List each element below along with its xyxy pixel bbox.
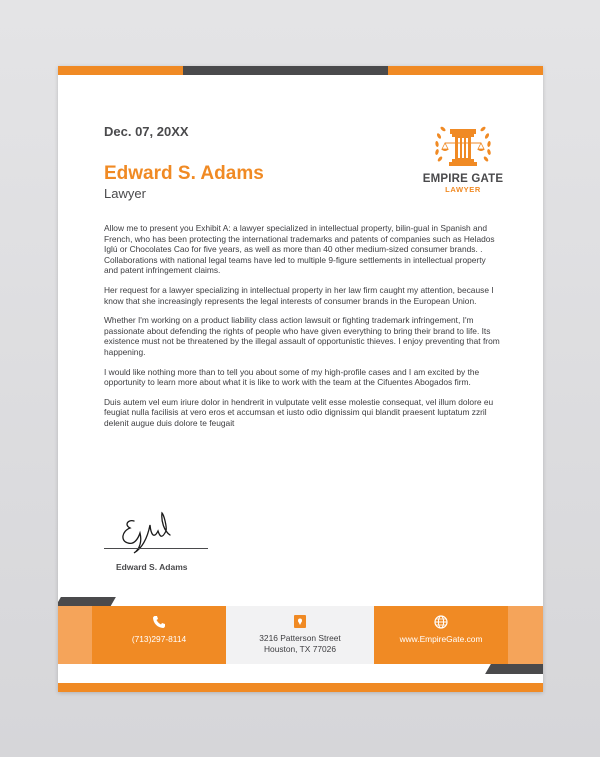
- letterhead-page: [58, 66, 543, 692]
- footer-website: www.EmpireGate.com: [399, 634, 483, 644]
- body-paragraph-4: I would like nothing more than to tell you about some of my high-profile cases and I am excited by the opportunity to learn more about what it is like to work with the team at the Cifuentes Abogados firm.: [104, 366, 480, 388]
- company-logo: [413, 121, 513, 211]
- logo-company-name: EMPIRE GATE: [422, 173, 504, 185]
- signature-line: [104, 548, 208, 549]
- footer-side-block-right: [508, 606, 543, 664]
- pillar-scales-laurel-icon: [428, 121, 498, 171]
- globe-icon: [374, 615, 508, 629]
- body-paragraph-3: Whether I'm working on a product liability class action lawsuit or fighting trademark infringement, I'm passionate about defending the rights of people who have given everything to bring their brand to life. Its existence must not be threatened by the illegal assault of opportunistic thieves. I enjoy preventing that from happening.: [104, 315, 500, 357]
- sender-role: Lawyer: [104, 186, 146, 201]
- phone-icon: [92, 615, 226, 629]
- sender-name: Edward S. Adams: [104, 163, 264, 184]
- footer-address-line2: Houston, TX 77026: [263, 644, 336, 654]
- footer-address-line1: 3216 Patterson Street: [259, 633, 341, 643]
- footer-address-block: [226, 606, 374, 664]
- bottom-accent-bar: [58, 683, 543, 692]
- logo-tagline: LAWYER: [445, 185, 481, 194]
- footer-side-block-left: [58, 606, 92, 664]
- body-paragraph-1: Allow me to present you Exhibit A: a lawyer specialized in intellectual property, bilin-gual in Spanish and French, who has been protecting the international trademarks and patents of companies such as Helados Iglú or Chocolates Cao for five years, as well as more than 40 other medium-sized consumer brands. . Collaborations with national legal teams have led to multiple 9-figure settlements in intellectual property and patent infringement claims.: [104, 223, 495, 276]
- footer-dark-accent-right: [485, 664, 543, 674]
- location-pin-icon: [226, 615, 374, 629]
- signature-name: Edward S. Adams: [116, 562, 188, 572]
- top-accent-bar-right: [388, 66, 543, 75]
- footer-phone: (713)297-8114: [131, 634, 187, 644]
- body-paragraph-2: Her request for a lawyer specializing in intellectual property in her law firm caught my attention, because I know that she increasingly represents the legal interests of consumer brands in the European Union.: [104, 284, 494, 306]
- letter-date: Dec. 07, 20XX: [104, 124, 189, 139]
- footer-phone-block[interactable]: [92, 606, 226, 664]
- top-dark-bar: [183, 66, 388, 75]
- footer-website-block[interactable]: [374, 606, 508, 664]
- body-paragraph-5: Duis autem vel eum iriure dolor in hendrerit in vulputate velit esse molestie consequat, vel illum dolore eu feugiat nulla facilisis at vero eros et accumsan et iusto odio dignissim qui blandit praesent luptatum zzril delenit augue duis dolore te feugait: [104, 396, 494, 428]
- contact-footer: [58, 606, 543, 664]
- top-accent-bar: [58, 66, 183, 75]
- letter-body: [104, 223, 502, 438]
